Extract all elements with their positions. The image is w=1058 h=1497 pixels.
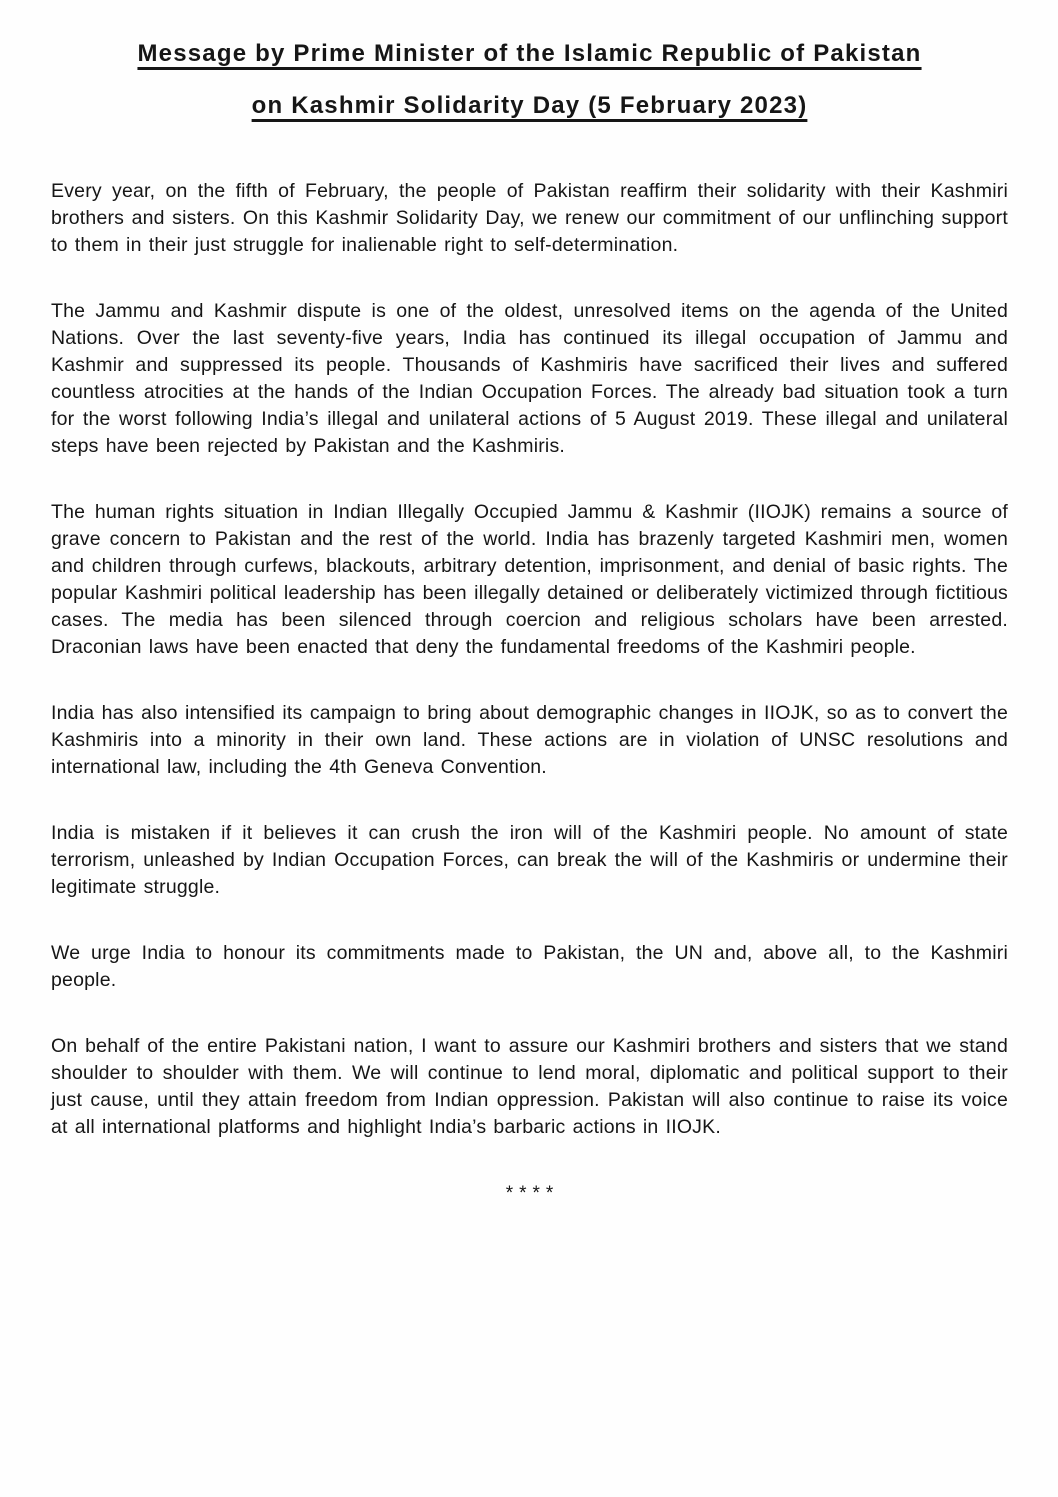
end-of-document-mark: **** bbox=[505, 1183, 560, 1204]
document-title bbox=[51, 40, 1008, 120]
title-line-1 bbox=[51, 40, 1008, 68]
document-body bbox=[51, 178, 1008, 1207]
title-line-1-text: Message by Prime Minister of the Islamic Republic of Pakistan bbox=[137, 40, 922, 67]
paragraph-5: India is mistaken if it believes it can crush the iron will of the Kashmiri people. No amount of state terrorism, unleashed by Indian Occupation Forces, can break the will of the Kashmiris or undermine their legitimate struggle. bbox=[51, 822, 1008, 898]
paragraph-3: The human rights situation in Indian Illegally Occupied Jammu & Kashmir (IIOJK) remains a source of grave concern to Pakistan and the rest of the world. India has brazenly targeted Kashmiri men, women and children through curfews, blackouts, arbitrary detention, imprisonment, and denial of basic rights. The popular Kashmiri political leadership has been illegally detained or deliberately victimized through fictitious cases. The media has been silenced through coercion and religious scholars have been arrested. Draconian laws have been enacted that deny the fundamental freedoms of the Kashmiri people. bbox=[51, 501, 1008, 658]
paragraph-2: The Jammu and Kashmir dispute is one of the oldest, unresolved items on the agenda of the United Nations. Over the last seventy-five years, India has continued its illegal occupation of Jammu and Kashmir and suppressed its people. Thousands of Kashmiris have sacrificed their lives and suffered countless atrocities at the hands of the Indian Occupation Forces. The already bad situation took a turn for the worst following India’s illegal and unilateral actions of 5 August 2019. These illegal and unilateral steps have been rejected by Pakistan and the Kashmiris. bbox=[51, 300, 1008, 457]
paragraph-4: India has also intensified its campaign to bring about demographic changes in IIOJK, so as to convert the Kashmiris into a minority in their own land. These actions are in violation of UNSC resolutions and international law, including the 4th Geneva Convention. bbox=[51, 702, 1008, 778]
title-line-2-text: on Kashmir Solidarity Day (5 February 2023) bbox=[251, 92, 808, 119]
paragraph-7: On behalf of the entire Pakistani nation, I want to assure our Kashmiri brothers and sisters that we stand shoulder to shoulder with them. We will continue to lend moral, diplomatic and political support to their just cause, until they attain freedom from Indian oppression. Pakistan will also continue to raise its voice at all international platforms and highlight India’s barbaric actions in IIOJK. bbox=[51, 1035, 1008, 1138]
paragraph-1: Every year, on the fifth of February, the people of Pakistan reaffirm their solidarity with their Kashmiri brothers and sisters. On this Kashmir Solidarity Day, we renew our commitment of our unflinching support to them in their just struggle for inalienable right to self-determination. bbox=[51, 180, 1008, 256]
paragraph-6: We urge India to honour its commitments made to Pakistan, the UN and, above all, to the Kashmiri people. bbox=[51, 942, 1008, 991]
title-line-2 bbox=[51, 92, 1008, 120]
